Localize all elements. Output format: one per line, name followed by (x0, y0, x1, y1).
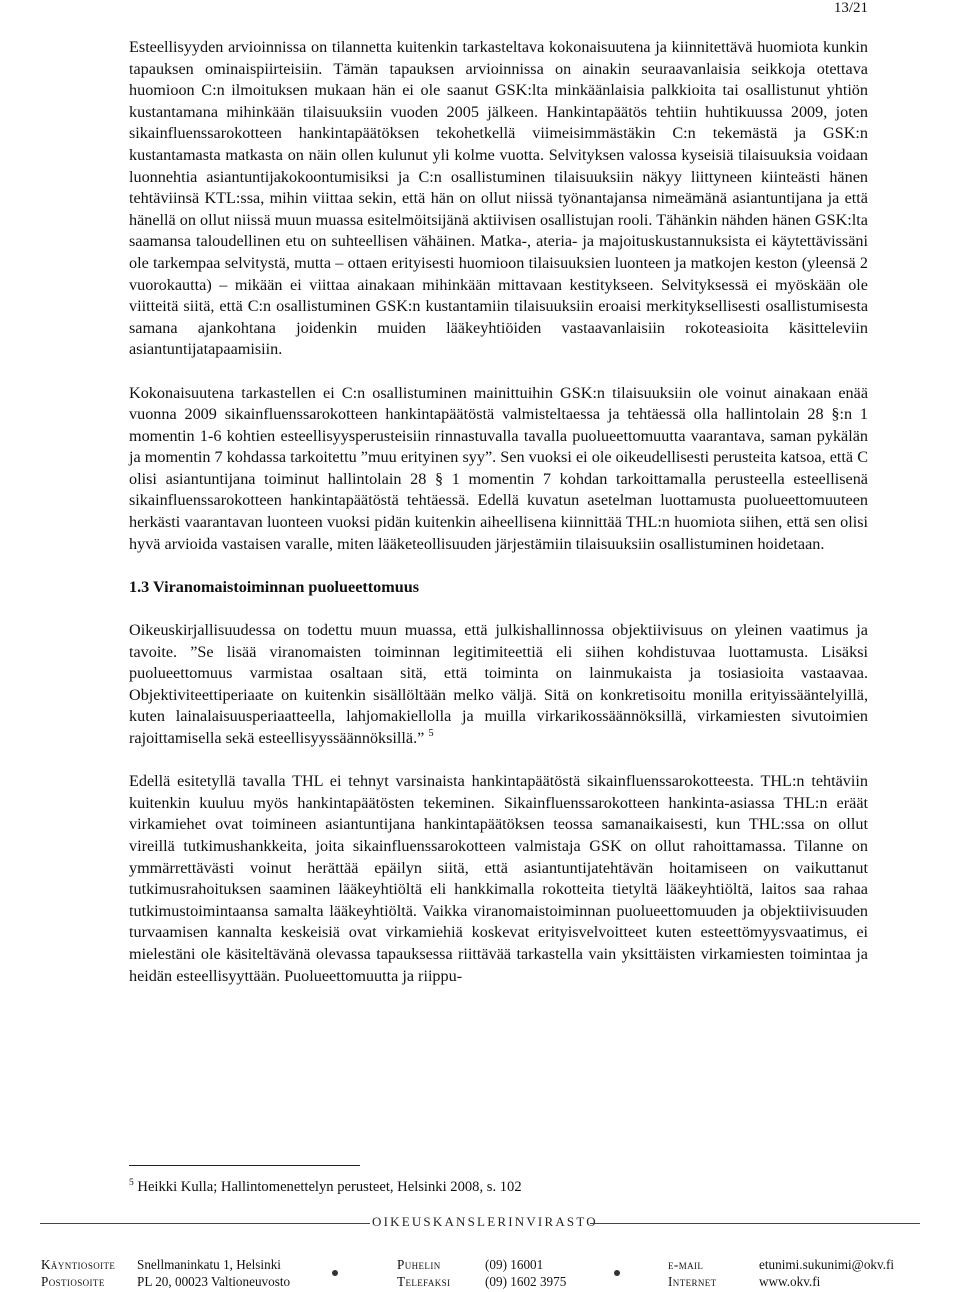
internet-label: Internet (668, 1274, 717, 1289)
paragraph-kokonaisuutena: Kokonaisuutena tarkastellen ei C:n osallistuminen mainittuihin GSK:n tilaisuuksiin ole voinut ainakaan enää vuonna 2009 sikainfluenssarokotteen hankintapäätöstä valmisteltaessa ja tehtäessä olla hallintolain 28 §:n 1 momentin 1-6 kohtien esteellisyysperusteisiin rinnastuvalla tavalla puolueettomuutta vaarantava, saman pykälän ja momentin 7 kohdassa tarkoitettu ”muu erityinen syy”. Sen vuoksi ei ole oikeudellisesti perusteita katsoa, että C olisi asiantuntijana toiminut hallintolain 28 § 1 momentin 7 kohdan tarkoittamalla perusteella esteellisenä sikainfluenssarokotteen hankintapäätöstä tehtäessä. Edellä kuvatun asetelman luottamusta puolueettomuuteen herkästi vaarantavan luonteen vuoksi pidän kuitenkin aiheellisena kiinnittää THL:n huomiota siihen, että sen olisi hyvä arvioida vastaisen varalle, miten lääketeollisuuden järjestämiin tilaisuuksiin osallistuminen hoidetaan. (129, 383, 868, 553)
visiting-address: Snellmaninkatu 1, Helsinki (137, 1257, 281, 1272)
separator-dot-icon (332, 1270, 338, 1276)
paragraph-text: Oikeuskirjallisuudessa on todettu muun muassa, että julkishallinnossa objektiivisuus on yleinen vaatimus ja tavoite. ”Se lisää viranomaisten toiminnan legitimiteettiä eli siihen kohdistuvaa luottamusta. Lisäksi puolueettomuus varmistaa osaltaan sitä, että toiminta on lainmukaista ja tosiasioita vastaavaa. Objektiviteettiperiaate on kuitenkin sisällöltään melko väljä. Sitä on konkretisoitu monilla erityissääntelyillä, kuten lainalaisuusperiaatteella, lahjomakiellolla ja muilla virkarikossäännöksillä, virkamiesten sivutoimien rajoittamisella sekä esteellisyyssäännöksillä.” (129, 621, 868, 747)
paragraph-spacer (129, 598, 868, 620)
organization-name: OIKEUSKANSLERINVIRASTO (372, 1214, 598, 1229)
footnote-reference[interactable]: 5 (428, 728, 434, 739)
footnote-number: 5 (129, 1178, 134, 1188)
footnote-text: Heikki Kulla; Hallintomenettelyn perusteet, Helsinki 2008, s. 102 (137, 1179, 522, 1195)
fax-number: (09) 1602 3975 (485, 1274, 567, 1289)
email-label: e-mail (668, 1257, 704, 1272)
fax-label: Telefaksi (397, 1274, 451, 1289)
postal-address: PL 20, 00023 Valtioneuvosto (137, 1274, 291, 1289)
footnote-divider (129, 1165, 360, 1166)
website-link[interactable]: www.okv.fi (759, 1274, 821, 1289)
paragraph-thl: Edellä esitetyllä tavalla THL ei tehnyt varsinaista hankintapäätöstä sikainfluenssarokotteesta. THL:n tehtäviin kuitenkin kuuluu myös hankintapäätösten tekeminen. Sikainfluenssarokotteen hankinta-asiassa THL:n eräät virkamiehet ovat toimineen asiantuntijana hankintapäätöksen teossa samanaikaisesti, kun THL:ssa on ollut vireillä tutkimushankkeita, joita sikainfluenssarokotteen valmistaja GSK on ollut rahoittamassa. Tilanne on ymmärrettävästi voinut herättää epäilyn siitä, että asiantuntijatehtävän hoitamiseen on vaikuttanut tutkimusrahoituksen saaminen lääkeyhtiöltä eli hankkimalla rokotteita tietyltä lääkeyhtiöltä, laitos saa rahaa tutkimustoimintaansa samalta lääkeyhtiöltä. Vaikka viranomaistoiminnan puolueettomuuden ja objektiivisuuden turvaamisen kannalta keskeisiä ovat virkamiehiä koskevat erityisvelvoitteet kuten esteettömyysvaatimus, ei mielestäni ole käsiteltävänä olevassa tapauksessa riittävää tarkastella vain yksittäisten virkamiesten toimintaa ja heidän esteellisyyttään. Puolueettomuutta ja riippu- (129, 772, 868, 985)
paragraph-oikeuskirjallisuus (129, 620, 868, 750)
paragraph-spacer (129, 361, 868, 383)
visiting-address-label: Käyntiosoite (41, 1257, 116, 1272)
document-body (129, 37, 868, 987)
section-heading: 1.3 Viranomaistoiminnan puolueettomuus (129, 577, 420, 596)
footer-brand-bar (0, 1213, 960, 1235)
phone-label: Puhelin (397, 1257, 441, 1272)
page-number: 13/21 (833, 0, 868, 16)
paragraph-spacer (129, 555, 868, 577)
separator-dot-icon (614, 1270, 620, 1276)
footer-divider-right (590, 1223, 920, 1224)
postal-address-label: Postiosoite (41, 1274, 105, 1289)
phone-number: (09) 16001 (485, 1257, 544, 1272)
footer-divider-left (40, 1223, 370, 1224)
email-address[interactable]: etunimi.sukunimi@okv.fi (759, 1257, 895, 1272)
paragraph-spacer (129, 750, 868, 772)
paragraph-esteellisyys: Esteellisyyden arvioinnissa on tilannetta kuitenkin tarkasteltava kokonaisuutena ja kiinnitettävä huomiota kunkin tapauksen ominaispiirteisiin. Tämän tapauksen arvioinnissa on ainakin seuraavanlaisia seikkoja otettava huomioon C:n ilmoituksen mukaan hän ei ole saanut GSK:lta minkäänlaisia palkkioita tai osallistunut yhtiön kustantamana mihinkään tilaisuuksiin vuoden 2005 jälkeen. Hankintapäätös tehtiin huhtikuussa 2009, joten sikainfluenssarokotteen hankintapäätöksen tekohetkellä viimeisimmästäkin C:n tekemästä ja GSK:n kustantamasta matkasta on näin ollen kulunut yli kolme vuotta. Selvityksen valossa kyseisiä tilaisuuksia voidaan luonnehtia asiantuntijakokoontumisiksi ja C:n osallistuminen tilaisuuksiin näkyy liittyneen kiinteästi hänen tehtäviinsä KTL:ssa, mihin viittaa sekin, että hän on ollut niissä työnantajansa nimeämänä asiantuntijana ja että hänellä on ollut niissä muun muassa esitelmöitsijänä aktiivisen osallistujan rooli. Tähänkin nähden hänen GSK:lta saamansa taloudellinen etu on suhteellisen vähäinen. Matka-, ateria- ja majoituskustannuksista ei käytettävissäni ole tarkempaa selvitystä, mutta – ottaen erityisesti huomioon tilaisuuksien luonteen ja matkojen keston (yleensä 2 vuorokautta) – mikään ei viittaa ainakaan mihinkään mittavaan kestitykseen. Selvityksessä ei myöskään ole viitteitä siitä, että C:n osallistuminen GSK:n kustantamiin tilaisuuksiin eroaisi merkityksellisesti osallistumisesta samana ajankohtana joidenkin muiden lääkeyhtiöiden vastaavanlaisiin rokoteasioita käsitteleviin asiantuntijatapaamisiin. (129, 38, 868, 359)
footnote (129, 1178, 522, 1197)
footer-contact (0, 1256, 960, 1292)
